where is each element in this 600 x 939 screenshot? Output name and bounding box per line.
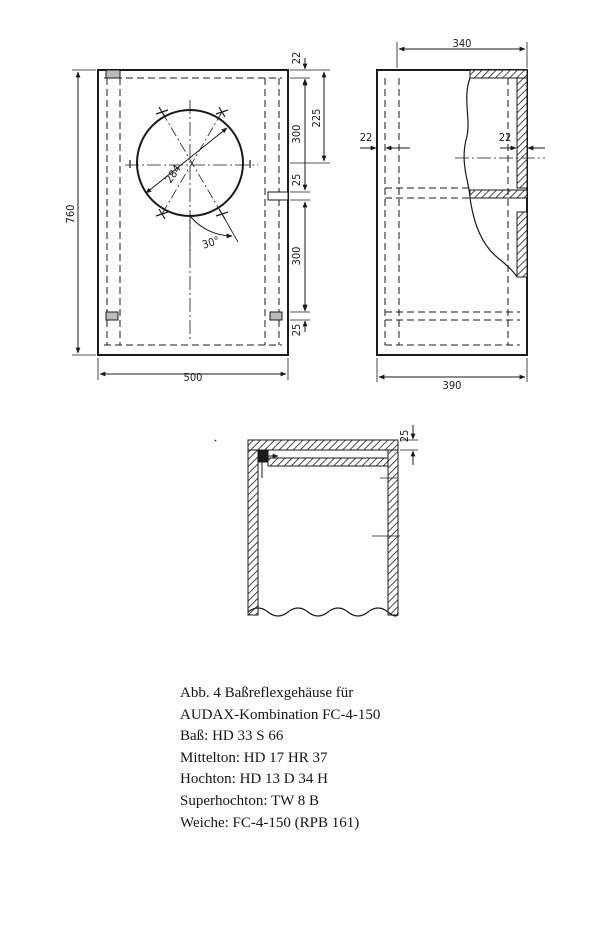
figure-caption: [180, 683, 510, 834]
shelf-label: 25: [290, 173, 303, 187]
top-depth-label: 340: [452, 37, 472, 50]
lower-zone-label: 300: [290, 246, 303, 266]
wall-right-label: 22: [498, 131, 512, 144]
detail-view: [215, 425, 418, 616]
front-height-label: 760: [64, 204, 77, 224]
front-dimension-labels: [64, 52, 323, 384]
depth-label: 390: [442, 379, 462, 392]
caption-line-crossover: Weiche: FC-4-150 (RPB 161): [180, 814, 360, 831]
front-outline: [98, 70, 288, 355]
caption-line-tweeter: Hochton: HD 13 D 34 H: [180, 771, 328, 788]
front-width-label: 500: [183, 371, 203, 384]
driver-zone-label: 300: [290, 124, 303, 144]
detail-thickness-label: 25: [398, 429, 411, 443]
caption-line-title: Abb. 4 Baßreflexgehäuse für: [180, 685, 354, 701]
caption-line-bass: Baß: HD 33 S 66: [180, 728, 284, 745]
top-board-label: 22: [290, 51, 303, 65]
caption-line-midrange: Mittelton: HD 17 HR 37: [180, 749, 328, 766]
bolt-angle-label: 30°: [200, 233, 222, 252]
wall-left-label: 22: [359, 131, 373, 144]
side-view: [360, 42, 545, 382]
bottom-shelf-label: 25: [290, 323, 303, 337]
caption-line-combination: AUDAX-Kombination FC-4-150: [180, 706, 381, 723]
driver-diameter-label: 284: [162, 162, 184, 186]
side-dimension-labels: [360, 37, 512, 392]
caption-line-supertweeter: Superhochton: TW 8 B: [180, 792, 320, 809]
axis-offset-label: 225: [310, 108, 323, 128]
